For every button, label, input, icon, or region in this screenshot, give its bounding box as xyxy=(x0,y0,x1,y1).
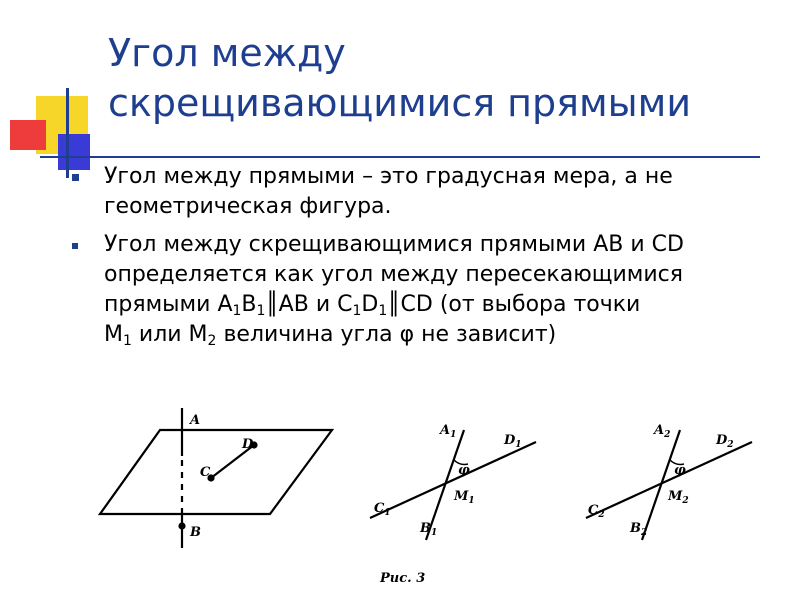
label-c2 xyxy=(588,503,605,520)
plane-parallelogram xyxy=(100,430,332,514)
bullet-2-line-2: определяется как угол между пересекающимися xyxy=(104,262,683,287)
bullet-1-line-2: геометрическая фигура. xyxy=(104,194,392,219)
label-b: B xyxy=(190,525,201,540)
line-c1d1 xyxy=(370,442,536,518)
title-line-2: скрещивающимися прямыми xyxy=(108,81,692,125)
bullet-2-line-3 xyxy=(104,290,770,320)
label-subscript: 1 xyxy=(450,430,457,440)
label-subscript: 2 xyxy=(682,496,689,506)
line-a2b2 xyxy=(642,430,680,540)
line-c2d2 xyxy=(586,442,752,518)
label-subscript: 2 xyxy=(727,440,734,450)
text-fragment: M xyxy=(104,322,123,347)
label-b2 xyxy=(629,521,647,538)
label-subscript: 1 xyxy=(431,528,438,538)
subscript: 1 xyxy=(256,303,266,319)
text-fragment: ║CD (от выбора точки xyxy=(387,292,641,317)
text-fragment: D xyxy=(361,292,379,317)
figure-caption: Рис. 3 xyxy=(380,571,426,586)
page-title xyxy=(108,28,788,128)
decor-horizontal-line xyxy=(40,156,760,158)
label-phi-2: φ xyxy=(674,463,686,478)
bullet-item-definition xyxy=(70,162,770,222)
label-phi-1: φ xyxy=(458,463,470,478)
label-subscript: 1 xyxy=(384,508,391,518)
point-b xyxy=(180,524,185,529)
label-text: A xyxy=(440,423,451,438)
bullet-square-icon xyxy=(72,174,79,181)
label-m1 xyxy=(453,489,475,506)
text-fragment: ║AB и C xyxy=(265,292,353,317)
label-text: B xyxy=(420,521,431,536)
bullet-square-icon xyxy=(72,243,78,249)
label-text: M xyxy=(454,489,469,504)
label-subscript: 1 xyxy=(468,496,475,506)
label-d2 xyxy=(715,433,734,450)
text-fragment: величина угла φ не зависит) xyxy=(216,322,557,347)
text-fragment: прямыми A xyxy=(104,292,233,317)
label-text: D xyxy=(716,433,728,448)
text-fragment: B xyxy=(241,292,257,317)
label-a2 xyxy=(652,423,670,440)
label-text: D xyxy=(504,433,516,448)
label-subscript: 1 xyxy=(515,440,522,450)
label-subscript: 2 xyxy=(664,430,671,440)
figure-svg xyxy=(40,390,800,600)
title-line-1: Угол между xyxy=(108,31,346,75)
bullet-1-line-1: Угол между прямыми – это градусная мера, а не xyxy=(104,164,673,189)
label-c: C xyxy=(200,465,211,480)
label-text: M xyxy=(668,489,683,504)
label-m2 xyxy=(667,489,689,506)
bullet-2-line-4 xyxy=(104,320,770,350)
bullet-list xyxy=(70,162,770,358)
subscript: 1 xyxy=(352,303,362,319)
label-subscript: 2 xyxy=(641,528,648,538)
subscript: 1 xyxy=(122,333,132,349)
subscript: 1 xyxy=(232,303,242,319)
decor-vertical-line xyxy=(66,88,69,178)
bullet-item-skew-lines xyxy=(70,230,770,350)
label-text: A xyxy=(654,423,665,438)
bullet-2-line-1: Угол между скрещивающимися прямыми AB и CD xyxy=(104,232,684,257)
label-a: A xyxy=(190,413,201,428)
geometry-figure xyxy=(40,390,800,600)
label-text: C xyxy=(588,503,599,518)
label-b1 xyxy=(419,521,437,538)
label-subscript: 2 xyxy=(598,510,605,520)
text-fragment: или M xyxy=(131,322,208,347)
label-d: D xyxy=(242,437,254,452)
label-c1 xyxy=(374,501,391,518)
subscript: 1 xyxy=(378,303,388,319)
decor-red-square xyxy=(10,120,46,150)
line-a1b1 xyxy=(426,430,464,540)
label-a1 xyxy=(438,423,456,440)
label-text: B xyxy=(630,521,641,536)
label-d1 xyxy=(503,433,522,450)
figure-1 xyxy=(100,408,332,548)
subscript: 2 xyxy=(207,333,217,349)
label-text: C xyxy=(374,501,385,516)
